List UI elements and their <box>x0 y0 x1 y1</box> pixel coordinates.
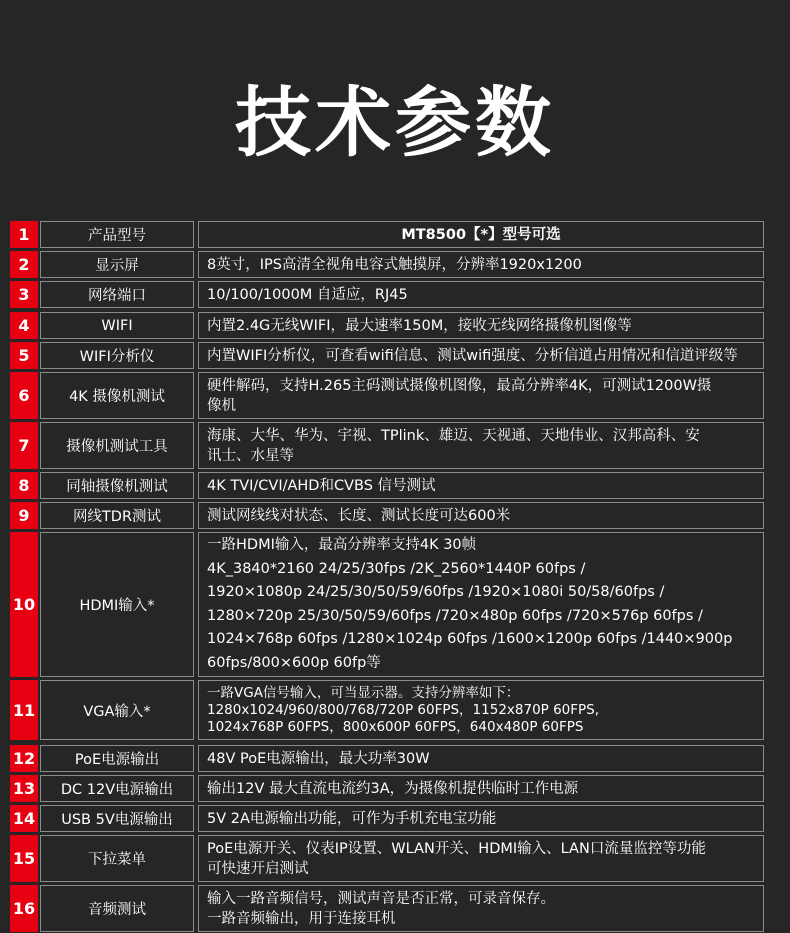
spec-value-line: 8英寸，IPS高清全视角电容式触摸屏，分辨率1920x1200 <box>207 256 582 273</box>
spec-value <box>198 805 764 832</box>
spec-value-line: 60fps/800×600p 60fp等 <box>207 654 381 671</box>
spec-value <box>198 835 764 882</box>
spec-value <box>198 221 764 248</box>
row-number: 10 <box>10 532 38 677</box>
spec-value-line: 1920×1080p 24/25/30/50/59/60fps /1920×1080i 50/58/60fps / <box>207 584 665 600</box>
spec-value <box>198 312 764 339</box>
spec-value-line: MT8500【*】型号可选 <box>401 226 561 243</box>
row-number: 4 <box>10 312 38 339</box>
spec-row <box>10 502 764 529</box>
spec-row <box>10 372 764 419</box>
spec-row <box>10 221 764 248</box>
spec-value-line: 一路HDMI输入，最高分辨率支持4K 30帧 <box>207 537 477 553</box>
spec-row <box>10 472 764 499</box>
spec-label: 摄像机测试工具 <box>40 422 194 469</box>
spec-row <box>10 745 764 772</box>
spec-row <box>10 885 764 932</box>
row-number: 14 <box>10 805 38 832</box>
spec-value-line: 像机 <box>207 397 236 414</box>
spec-value-line: PoE电源开关、仪表IP设置、WLAN开关、HDMI输入、LAN口流量监控等功能 <box>207 840 706 857</box>
spec-value <box>198 745 764 772</box>
page-title: 技术参数 <box>235 78 555 167</box>
spec-value-line: 1024×768p 60fps /1280×1024p 60fps /1600×1200p 60fps /1440×900p <box>207 631 733 647</box>
spec-row <box>10 251 764 278</box>
spec-label: 网络端口 <box>40 281 194 308</box>
spec-label: 4K 摄像机测试 <box>40 372 194 419</box>
spec-row <box>10 775 764 802</box>
spec-row <box>10 312 764 339</box>
spec-label: 音频测试 <box>40 885 194 932</box>
spec-value-line: 一路VGA信号输入，可当显示器。支持分辨率如下： <box>207 684 520 701</box>
row-number: 3 <box>10 281 38 308</box>
row-number: 2 <box>10 251 38 278</box>
row-number: 7 <box>10 422 38 469</box>
spec-label: 同轴摄像机测试 <box>40 472 194 499</box>
spec-value <box>198 422 764 469</box>
spec-label: 下拉菜单 <box>40 835 194 882</box>
spec-label: 产品型号 <box>40 221 194 248</box>
spec-value-line: 4K_3840*2160 24/25/30fps /2K_2560*1440P 60fps / <box>207 560 586 577</box>
spec-label: PoE电源输出 <box>40 745 194 772</box>
spec-value <box>198 372 764 419</box>
spec-value-line: 一路音频输出，用于连接耳机 <box>207 910 396 927</box>
spec-label: 显示屏 <box>40 251 194 278</box>
spec-value <box>198 680 764 740</box>
spec-value-line: 内置WIFI分析仪，可查看wifi信息、测试wifi强度、分析信道占用情况和信道评级等 <box>207 347 738 364</box>
spec-row <box>10 680 764 740</box>
spec-row <box>10 281 764 308</box>
spec-value-line: 海康、大华、华为、宇视、TPlink、雄迈、天视通、天地伟业、汉邦高科、安 <box>207 427 700 444</box>
spec-row <box>10 835 764 882</box>
row-number: 12 <box>10 745 38 772</box>
spec-label: DC 12V电源输出 <box>40 775 194 802</box>
spec-value-line: 10/100/1000M 自适应，RJ45 <box>207 286 408 303</box>
row-number: 8 <box>10 472 38 499</box>
spec-value-line: 1280x1024/960/800/768/720P 60FPS，1152x870P 60FPS, <box>207 701 600 718</box>
row-number: 13 <box>10 775 38 802</box>
spec-label: WIFI <box>40 312 194 339</box>
spec-value-line: 1280×720p 25/30/50/59/60fps /720×480p 60fps /720×576p 60fps / <box>207 607 703 624</box>
spec-label: VGA输入* <box>40 680 194 740</box>
spec-row <box>10 342 764 369</box>
spec-value-line: 48V PoE电源输出，最大功率30W <box>207 750 430 767</box>
row-number: 15 <box>10 835 38 882</box>
spec-value-line: 输出12V 最大直流电流约3A，为摄像机提供临时工作电源 <box>207 780 579 797</box>
spec-value-line: 硬件解码，支持H.265主码测试摄像机图像，最高分辨率4K，可测试1200W摄 <box>207 377 712 394</box>
spec-value-line: 4K TVI/CVI/AHD和CVBS 信号测试 <box>207 477 436 494</box>
spec-label: WIFI分析仪 <box>40 342 194 369</box>
spec-value-line: 测试网线线对状态、长度、测试长度可达600米 <box>207 507 511 524</box>
spec-value <box>198 251 764 278</box>
row-number: 9 <box>10 502 38 529</box>
spec-label: USB 5V电源输出 <box>40 805 194 832</box>
spec-label: 网线TDR测试 <box>40 502 194 529</box>
spec-value-line: 5V 2A电源输出功能，可作为手机充电宝功能 <box>207 810 497 827</box>
row-number: 1 <box>10 221 38 248</box>
spec-value <box>198 342 764 369</box>
spec-value <box>198 775 764 802</box>
spec-value-line: 讯士、水星等 <box>207 447 294 464</box>
spec-label: HDMI输入* <box>40 532 194 677</box>
spec-value-line: 可快速开启测试 <box>207 860 309 877</box>
spec-row <box>10 532 764 677</box>
spec-row <box>10 422 764 469</box>
spec-value <box>198 281 764 308</box>
row-number: 16 <box>10 885 38 932</box>
spec-value <box>198 885 764 932</box>
row-number: 6 <box>10 372 38 419</box>
spec-value <box>198 532 764 677</box>
spec-value-line: 1024x768P 60FPS，800x600P 60FPS，640x480P 60FPS <box>207 718 584 735</box>
row-number: 5 <box>10 342 38 369</box>
spec-row <box>10 805 764 832</box>
spec-value <box>198 502 764 529</box>
spec-value-line: 输入一路音频信号，测试声音是否正常，可录音保存。 <box>207 890 555 907</box>
spec-value <box>198 472 764 499</box>
row-number: 11 <box>10 680 38 740</box>
spec-value-line: 内置2.4G无线WIFI，最大速率150M，接收无线网络摄像机图像等 <box>207 317 632 334</box>
